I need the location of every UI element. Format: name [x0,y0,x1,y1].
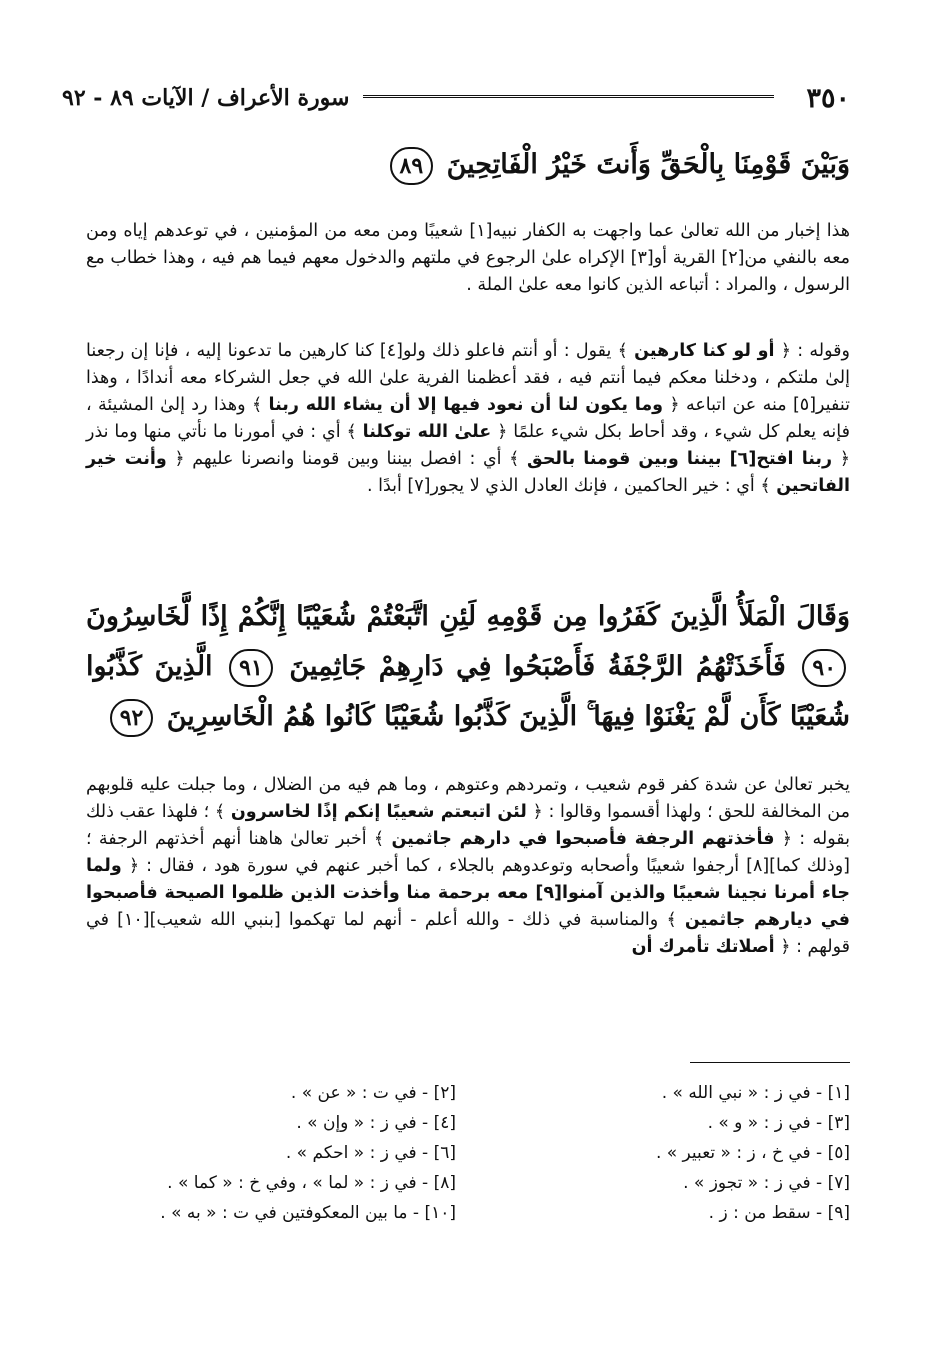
verse-number-marker: ٩٢ [110,699,154,737]
verse-number-marker: ٨٩ [390,147,434,185]
verse-text: وَقَالَ الْمَلَأُ الَّذِينَ كَفَرُوا مِن قَوْمِهِ لَئِنِ اتَّبَعْتُمْ شُعَيْبًا إِنَّكُمْ إِذًا لَّخَاسِرُونَ [86,601,850,632]
commentary-paragraph-1: هذا إخبار من الله تعالىٰ عما واجهت به الكفار نبيه[١] شعيبًا ومن معه من المؤمنين ، في توعدهم إياه ومن معه بالنفي من[٢] القرية أو[٣] الإكراه علىٰ الرجوع في ملتهم والدخول معهم فيما هم فيه ، وهذا خطاب مع الرسول ، والمراد : أتباعه الذين كانوا معه علىٰ الملة . [86,221,851,295]
text-run: ﴾ والمناسبة في ذلك - والله أعلم - أنهم لما تهكموا [بنبي الله شعيب][١٠] في قولهم : ﴿ [86,910,850,957]
verse-block-90-92 [86,592,850,742]
footnote-item: [١٠] - ما بين المعكوفتين في ت : « به » . [160,1203,456,1223]
verse-number-marker: ٩٠ [802,649,846,687]
verse-text: الَّذِينَ كَذَّبُوا شُعَيْبًا كَأَن لَّمْ يَغْنَوْا فِيهَا ۚ الَّذِينَ كَذَّبُوا شُعَيْبًا كَانُوا هُمُ الْخَاسِرِينَ [86,651,850,732]
text-run: وقوله : ﴿ [780,341,850,361]
verse-block-89 [86,140,850,190]
quran-quote: وما يكون لنا أن نعود فيها إلا أن يشاء الله ربنا [268,395,664,415]
commentary-paragraph-3 [86,772,850,961]
quran-quote: فأخذتهم الرجفة فأصبحوا في دارهم جاثمين [391,829,775,849]
text-run: ﴾ أي : في أمورنا ما نأتي منها وما نذر ﴿ [86,422,850,469]
footnotes-left-column [86,1078,456,1228]
footnote-item: [٤] - في ز : « وإن » . [296,1113,456,1133]
footnote-item: [١] - في ز : « نبي الله » . [661,1083,850,1103]
text-run: ﴾ أي : خير الحاكمين ، فإنك العادل الذي لا يجور[٧] أبدًا . [366,476,771,496]
quran-quote: لئن اتبعتم شعيبًا إنكم إذًا لخاسرون [230,802,527,822]
quran-quote: ربنا افتح[٦] بيننا وبين قومنا بالحق [527,449,833,469]
text-run: ﴾ أخبر تعالىٰ هاهنا أنهم أخذتهم الرجفة ؛ [وذلك كما][٨] أرجفوا شعيبًا وأصحابه وتوعدوهم بالجلاء ، كما أخبر عنهم في سورة هود ، فقال : ﴿ [86,829,850,876]
quran-quote: أصلاتك تأمرك أن [631,937,775,957]
commentary-paragraph-2 [86,338,850,500]
surah-title: سورة الأعراف / الآيات ٨٩ - ٩٢ [62,85,350,111]
footnotes-right-column [480,1078,850,1228]
verse-text: وَبَيْنَ قَوْمِنَا بِالْحَقِّ وَأَنتَ خَيْرُ الْفَاتِحِينَ [446,149,850,180]
footnote-item: [٨] - في ز : « لما » ، وفي خ : « كما » . [167,1173,456,1193]
text-run: ﴾ ؛ فلهذا عقب ذلك بقوله : ﴿ [86,802,850,849]
footnote-item: [٧] - في ز : « تجوز » . [683,1173,850,1193]
quran-quote: علىٰ الله توكلنا [362,422,492,442]
text-run: يخبر تعالىٰ عن شدة كفر قوم شعيب ، وتمردهم وعتوهم ، وما هم فيه من الضلال ، وما جبلت عليه قلوبهم من المخالفة للحق ؛ ولهذا أقسموا وقالوا : ﴿ [86,775,850,822]
footnote-item: [٣] - في ز : « و » . [707,1113,850,1133]
footnote-separator [690,1062,850,1063]
footnote-item: [٥] - في خ ، ز : « تعبير » . [655,1143,850,1163]
header-rule [363,95,774,101]
verse-text: فَأَخَذَتْهُمُ الرَّجْفَةُ فَأَصْبَحُوا فِي دَارِهِمْ جَاثِمِينَ [289,651,786,682]
quran-quote: ولما جاء أمرنا نجينا شعيبًا والذين آمنوا[٩] معه برحمة منا وأخذت الذين ظلموا الصيحة فأصبحوا في ديارهم جاثمين [86,856,850,930]
footnote-item: [٩] - سقط من : ز . [708,1203,850,1223]
quran-quote: أو لو كنا كارهين [634,341,775,361]
quran-quote: وأنت خير الفاتحين [86,449,850,496]
text-run: ﴾ أي : افصل بيننا وبين قومنا وانصرنا عليهم ﴿ [174,449,520,469]
footnote-item: [٦] - في ز : « احكم » . [285,1143,456,1163]
text-run: ﴾ يقول : أو أنتم فاعلو ذلك ولو[٤] كنا كارهين ما تدعونا إليه ، فإنا إن رجعنا إلىٰ ملتكم ، ودخلنا معكم فيما أنتم فيه ، فقد أعظمنا الفرية علىٰ الله في جعل الشركاء معه أندادًا ، وهذا تنفير[٥] منه عن اتباعه ﴿ [86,341,850,415]
footnote-item: [٢] - في ت : « عن » . [290,1083,456,1103]
verse-number-marker: ٩١ [229,649,273,687]
text-run: ﴾ وهذا رد إلىٰ المشيئة ، فإنه يعلم كل شيء ، وقد أحاط بكل شيء علمًا ﴿ [86,395,850,442]
page-number: ٣٥٠ [806,82,850,114]
page-header [62,78,850,118]
